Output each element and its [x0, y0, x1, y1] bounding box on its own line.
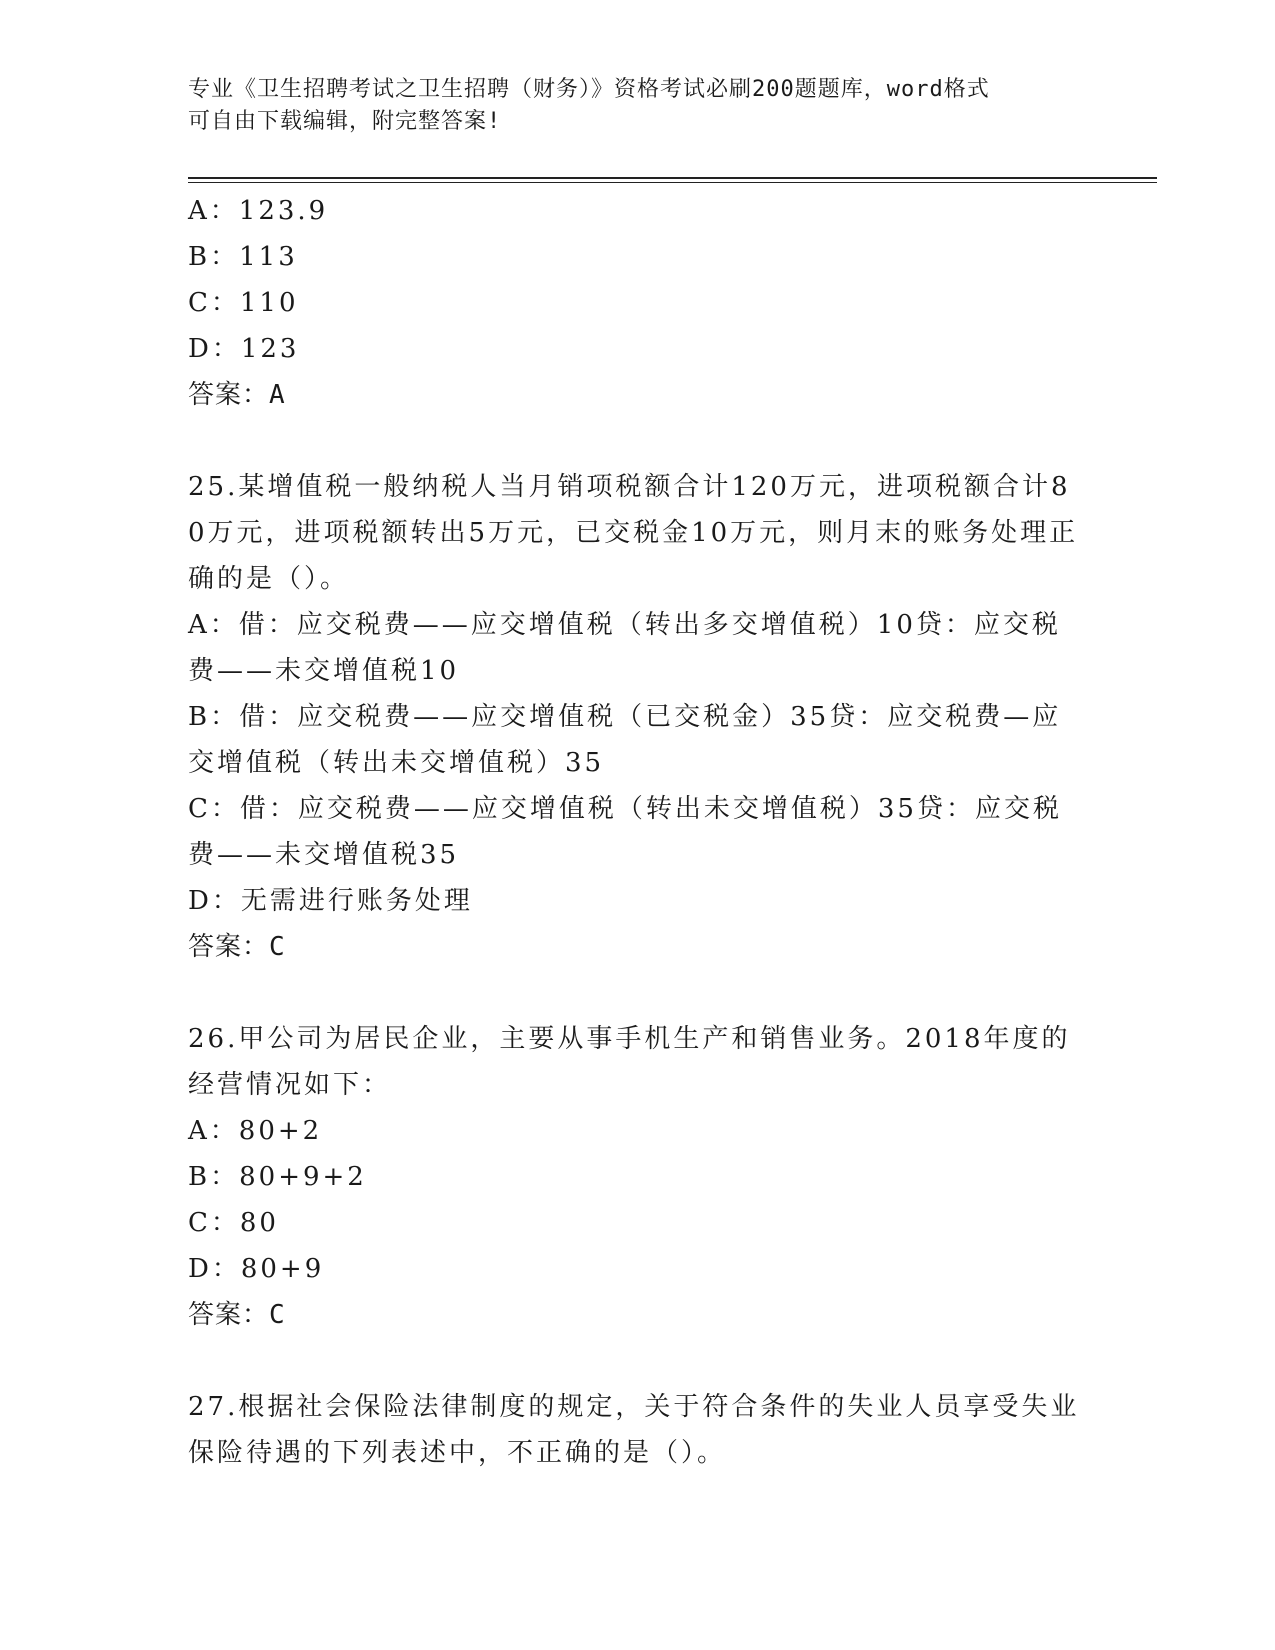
question-text: 27.根据社会保险法律制度的规定，关于符合条件的失业人员享受失业保险待遇的下列表述中，不正确的是（）。	[188, 1392, 1080, 1468]
option-a: A：123.9	[188, 196, 329, 226]
answer: 答案：C	[188, 1300, 286, 1330]
option-c: C：80	[188, 1208, 279, 1238]
question-26-block	[188, 1016, 1088, 1338]
question-text: 26.甲公司为居民企业，主要从事手机生产和销售业务。2018年度的经营情况如下：	[188, 1024, 1071, 1100]
option-d: D：无需进行账务处理	[188, 886, 473, 916]
option-c: C：110	[188, 288, 299, 318]
answer: 答案：C	[188, 932, 286, 962]
question-text: 25.某增值税一般纳税人当月销项税额合计120万元，进项税额合计80万元，进项税额转出5万元，已交税金10万元，则月末的账务处理正确的是（）。	[188, 472, 1079, 594]
header-line-2: 可自由下载编辑，附完整答案!	[188, 109, 502, 134]
prev-question-block	[188, 188, 1088, 418]
header-divider-thick	[188, 177, 1157, 179]
header-line-1: 专业《卫生招聘考试之卫生招聘（财务）》资格考试必刷200题题库，word格式	[188, 77, 990, 102]
question-content	[188, 188, 1088, 1476]
document-header	[188, 74, 1068, 138]
option-c: C：借：应交税费——应交增值税（转出未交增值税）35贷：应交税费——未交增值税35	[188, 794, 1062, 870]
option-a: A：借：应交税费——应交增值税（转出多交增值税）10贷：应交税费——未交增值税10	[188, 610, 1061, 686]
spacer	[188, 1338, 1088, 1384]
answer: 答案：A	[188, 380, 286, 410]
option-b: B：113	[188, 242, 298, 272]
question-25-block	[188, 464, 1088, 970]
spacer	[188, 418, 1088, 464]
option-d: D：123	[188, 334, 300, 364]
spacer	[188, 970, 1088, 1016]
option-a: A：80+2	[188, 1116, 323, 1146]
header-divider-thin	[188, 182, 1157, 183]
question-27-block	[188, 1384, 1088, 1476]
option-b: B：借：应交税费——应交增值税（已交税金）35贷：应交税费—应交增值税（转出未交增值税）35	[188, 702, 1062, 778]
option-d: D：80+9	[188, 1254, 325, 1284]
option-b: B：80+9+2	[188, 1162, 367, 1192]
